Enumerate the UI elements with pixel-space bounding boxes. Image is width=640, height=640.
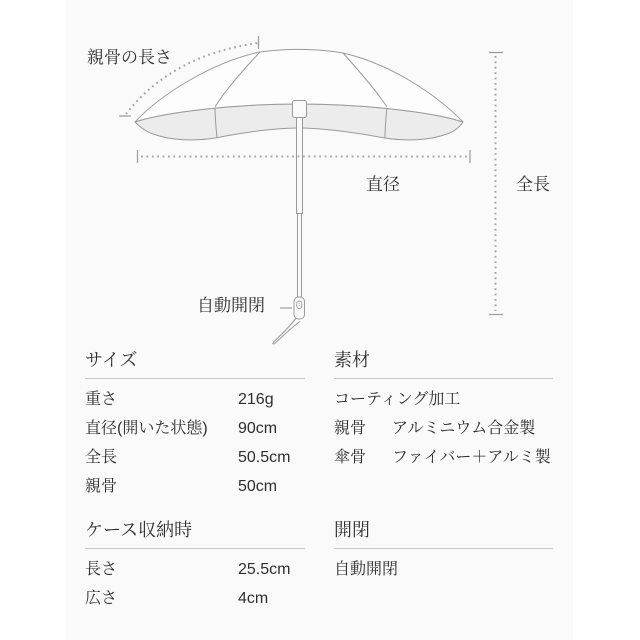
case-storage-section	[85, 520, 305, 613]
row-label: 自動開閉	[334, 561, 399, 578]
row-label: コーティング加工	[334, 391, 461, 408]
rib-length-label: 親骨の長さ	[87, 48, 172, 67]
row-value: アルミニウム合金製	[392, 420, 536, 437]
row-label: 広さ	[85, 590, 118, 607]
handle	[294, 297, 305, 319]
button-dot-top	[299, 303, 300, 304]
auto-open-close-label: 自動開閉	[197, 296, 265, 315]
shaft-upper	[297, 118, 303, 214]
open-close-row	[334, 555, 553, 584]
row-label: 親骨	[334, 420, 367, 437]
material-row-coating	[334, 385, 553, 414]
row-label: 重さ	[85, 391, 118, 408]
size-row-rib	[85, 472, 305, 501]
button-dot-bottom	[299, 305, 300, 306]
row-value: 50.5cm	[238, 449, 291, 466]
runner-ferrule	[293, 101, 307, 118]
material-section	[334, 350, 553, 472]
case-row-length	[85, 555, 305, 584]
size-section	[85, 350, 305, 501]
case-row-width	[85, 584, 305, 613]
row-label: 長さ	[85, 561, 118, 578]
row-label: 親骨	[85, 478, 118, 495]
material-section-title: 素材	[334, 350, 553, 379]
row-value: 25.5cm	[238, 561, 291, 578]
open-close-section	[334, 520, 553, 584]
size-section-title: サイズ	[85, 350, 305, 379]
case-storage-section-title: ケース収納時	[85, 520, 305, 549]
row-label: 全長	[85, 449, 118, 466]
size-row-diameter	[85, 414, 305, 443]
row-value: 216g	[238, 391, 274, 408]
row-value: 50cm	[238, 478, 278, 495]
shaft-lower	[298, 214, 302, 298]
row-value: 90cm	[238, 420, 278, 437]
row-label: 直径(開いた状態)	[85, 420, 208, 437]
wrist-strap	[273, 319, 300, 344]
size-row-total-length	[85, 443, 305, 472]
row-value: ファイバー＋アルミ製	[392, 449, 551, 466]
diameter-label: 直径	[366, 175, 400, 194]
row-label: 傘骨	[334, 449, 367, 466]
size-row-weight	[85, 385, 305, 414]
material-row-frame	[334, 443, 553, 472]
row-value: 4cm	[238, 590, 269, 607]
open-close-section-title: 開閉	[334, 520, 553, 549]
material-row-rib	[334, 414, 553, 443]
total-length-label: 全長	[516, 175, 550, 194]
